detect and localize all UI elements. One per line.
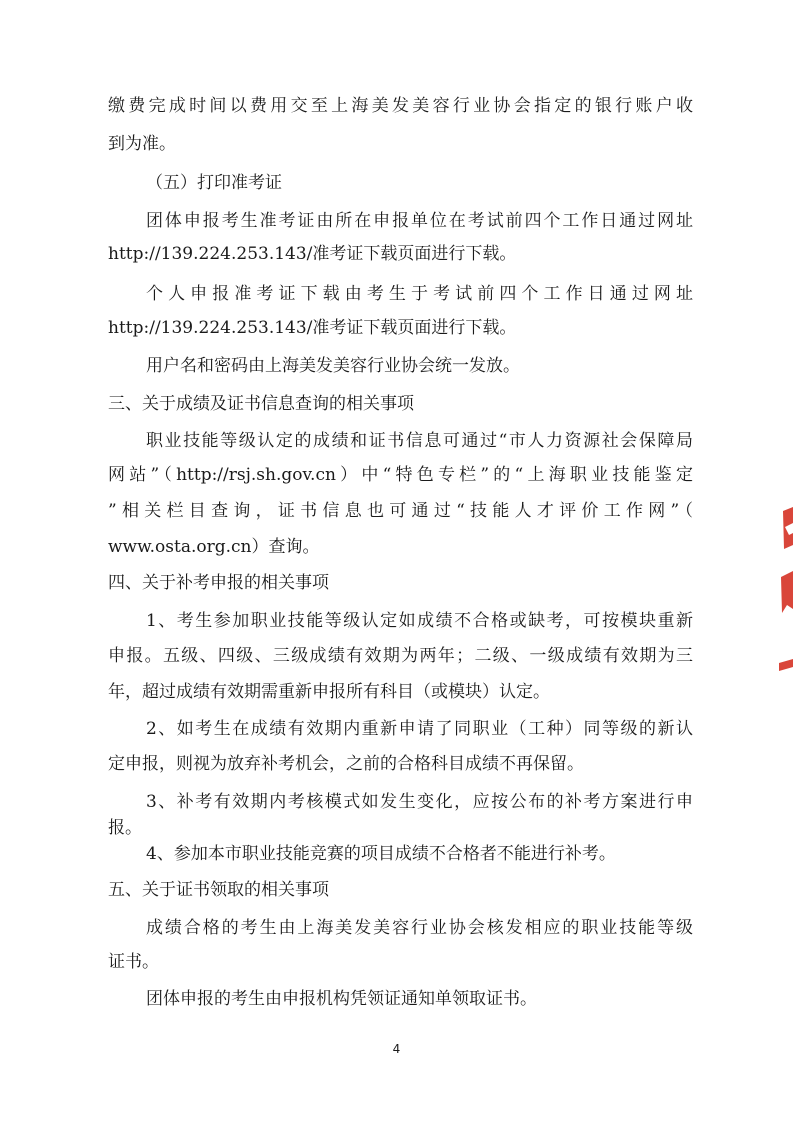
paragraph-line: 职业技能等级认定的成绩和证书信息可通过“市人力资源社会保障局 <box>146 431 693 451</box>
paragraph-line: 个人申报准考证下载由考生于考试前四个工作日通过网址 <box>146 284 693 304</box>
paragraph-line: 3、补考有效期内考核模式如发生变化，应按公布的补考方案进行申 <box>146 792 693 812</box>
paragraph-line: 定申报，则视为放弃补考机会，之前的合格科目成绩不再保留。 <box>108 754 584 774</box>
url-line: http://139.224.253.143/准考证下载页面进行下载。 <box>108 318 517 338</box>
paragraph-line: 网站”（http://rsj.sh.gov.cn）中“特色专栏”的“上海职业技能鉴定 <box>108 465 693 485</box>
paragraph-line: 申报。五级、四级、三级成绩有效期为两年；二级、一级成绩有效期为三 <box>108 646 693 666</box>
section-heading: 四、关于补考申报的相关事项 <box>108 573 329 593</box>
paragraph-line: 团体申报的考生由申报机构凭领证通知单领取证书。 <box>146 989 537 1009</box>
paragraph-line: 成绩合格的考生由上海美发美容行业协会核发相应的职业技能等级 <box>146 918 693 938</box>
section-heading: 三、关于成绩及证书信息查询的相关事项 <box>108 394 414 414</box>
paragraph-line: ”相关栏目查询，证书信息也可通过“技能人才评价工作网”（ <box>108 501 693 521</box>
paragraph-line: 缴费完成时间以费用交至上海美发美容行业协会指定的银行账户收 <box>108 96 693 116</box>
section-heading: （五）打印准考证 <box>146 173 282 193</box>
paragraph-line: 4、参加本市职业技能竞赛的项目成绩不合格者不能进行补考。 <box>146 844 616 864</box>
paragraph-line: 2、如考生在成绩有效期内重新申请了同职业（工种）同等级的新认 <box>146 719 693 739</box>
url-line: http://139.224.253.143/准考证下载页面进行下载。 <box>108 244 517 264</box>
page-number: 4 <box>392 1042 401 1056</box>
paragraph-line: 团体申报考生准考证由所在申报单位在考试前四个工作日通过网址 <box>146 211 693 231</box>
paragraph-line: 1、考生参加职业技能等级认定如成绩不合格或缺考，可按模块重新 <box>146 611 693 631</box>
seal-stamp-edge <box>779 505 793 675</box>
paragraph-line: www.osta.org.cn）查询。 <box>108 537 320 557</box>
paragraph-line: 年，超过成绩有效期需重新申报所有科目（或模块）认定。 <box>108 682 550 702</box>
paragraph-line: 报。 <box>108 818 142 838</box>
section-heading: 五、关于证书领取的相关事项 <box>108 880 329 900</box>
paragraph-line: 证书。 <box>108 952 159 972</box>
paragraph-line: 到为准。 <box>108 134 176 154</box>
paragraph-line: 用户名和密码由上海美发美容行业协会统一发放。 <box>146 356 520 376</box>
